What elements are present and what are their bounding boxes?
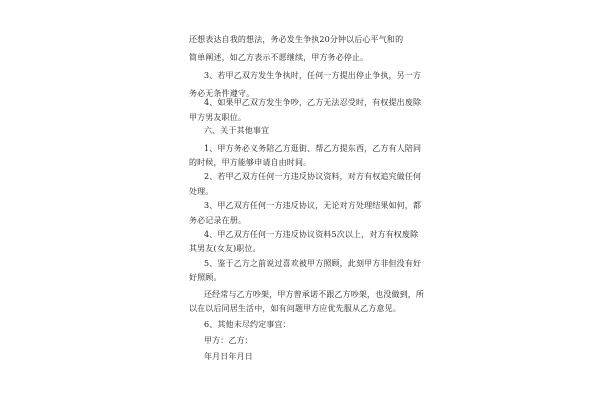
text-line: 的时候，甲方能够申请自由时间。 [189, 158, 312, 167]
signature-line: 甲方：乙方： [204, 336, 253, 345]
text-line: 还经常与乙方吵架，甲方曾承诺不跟乙方吵架，也没做到，所 [204, 290, 425, 299]
text-line: 4、如果甲乙双方发生争吵，乙方无法忍受时，有权提出废除 [204, 98, 422, 107]
text-line: 甲方男友职位。 [189, 113, 247, 122]
text-line: 5、鉴于乙方之前说过喜欢被甲方照顾，此刻甲方非但没有好 [204, 259, 422, 268]
section-heading: 六、关于其他事宜 [204, 126, 270, 135]
text-line: 务必记录在册。 [189, 216, 247, 225]
text-line: 6、其他未尽约定事宜： [204, 320, 291, 329]
text-line: 2、若甲乙双方任何一方违反协议资料，对方有权追究做任何 [204, 172, 422, 181]
text-line: 简单阐述，如乙方表示不愿继续，甲方务必停止。 [189, 53, 369, 62]
text-line: 以在以后同居生活中，如有问题甲方应优先服从乙方意见。 [189, 304, 401, 313]
text-line: 4、甲乙双方任何一方违反协议资料5次以上，对方有权废除 [204, 230, 419, 239]
text-line: 务必无条件遵守。 [189, 89, 255, 98]
text-line: 3、甲乙双方任何一方违反协议，无论对方处理结果如何，都 [204, 201, 422, 210]
text-line: 处理。 [189, 187, 214, 196]
text-line: 其男友(女友)职位。 [189, 244, 261, 253]
text-line: 还想表达自我的想法，务必发生争执20分钟以后心平气和的 [189, 35, 404, 44]
date-line: 年月日年月日 [204, 352, 253, 361]
text-line: 1、甲方务必义务陪乙方逛街、帮乙方提东西，乙方有人陪同 [204, 144, 422, 153]
text-line: 3、若甲乙双方发生争执时，任何一方提出停止争执，另一方 [204, 71, 422, 80]
text-line: 好照顾。 [189, 273, 222, 282]
